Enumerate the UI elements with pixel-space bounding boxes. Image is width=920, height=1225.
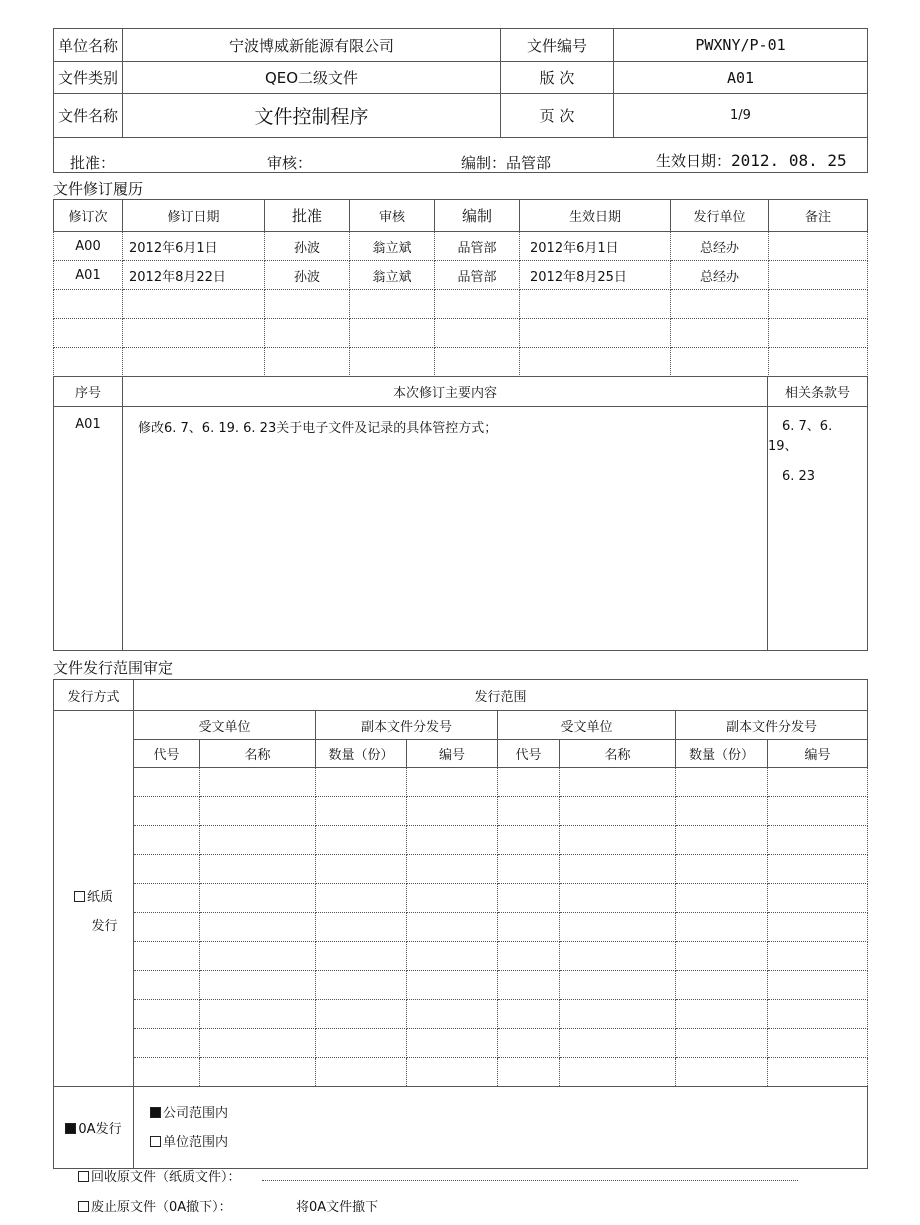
docno-value: PWXNY/P-01 [614, 29, 868, 62]
content-col-text: 本次修订主要内容 [123, 377, 768, 407]
rev-col-review: 审核 [350, 200, 435, 232]
page-label: 页 次 [501, 94, 614, 138]
paper-issue-cell [54, 711, 134, 1087]
rev-col-effective: 生效日期 [520, 200, 671, 232]
table-row [54, 884, 868, 913]
rev-cell: 翁立斌 [350, 232, 435, 261]
rev-cell: 孙波 [265, 261, 350, 290]
col-no: 编号 [768, 740, 868, 768]
copy-label-1: 副本文件分发号 [316, 711, 498, 740]
table-row [54, 826, 868, 855]
rev-cell: 总经办 [671, 232, 769, 261]
table-row [54, 855, 868, 884]
revision-table [53, 199, 868, 377]
table-row [54, 1029, 868, 1058]
receiver-label-1: 受文单位 [134, 711, 316, 740]
abolish-line [78, 1196, 232, 1215]
version-value: A01 [614, 62, 868, 94]
revision-content-table [53, 376, 868, 651]
rev-cell: A01 [54, 261, 123, 290]
recall-checkbox[interactable] [78, 1171, 89, 1182]
paper-label-1: 纸质 [86, 889, 113, 905]
rev-cell: 2012年8月25日 [520, 261, 671, 290]
rev-cell: 总经办 [671, 261, 769, 290]
oa-issue-cell [54, 1087, 134, 1169]
clause-line-1: 6. 7、6. [782, 419, 833, 434]
distribution-table [53, 679, 868, 1169]
revision-section-title: 文件修订履历 [53, 180, 144, 198]
content-col-no: 序号 [54, 377, 123, 407]
rev-cell: 品管部 [435, 232, 520, 261]
rev-cell: 2012年8月22日 [123, 261, 265, 290]
content-text: 修改6. 7、6. 19. 6. 23关于电子文件及记录的具体管控方式； [123, 407, 768, 651]
oa-option-2-label: 单位范围内 [163, 1134, 229, 1150]
rev-cell: 品管部 [435, 261, 520, 290]
col-qty: 数量（份） [316, 740, 407, 768]
version-label: 版 次 [501, 62, 614, 94]
paper-issue-line-1 [54, 883, 133, 912]
content-no: A01 [54, 407, 123, 651]
clause-line-2: 19、 [768, 439, 798, 454]
revision-header-row [54, 200, 868, 232]
recall-line [78, 1166, 241, 1185]
rev-col-issuer: 发行单位 [671, 200, 769, 232]
table-row [54, 261, 868, 290]
review-label: 审核： [267, 154, 313, 172]
table-row [54, 913, 868, 942]
page-value: 1/9 [614, 94, 868, 138]
effective-date [656, 150, 847, 171]
oa-option-unit[interactable] [150, 1128, 867, 1157]
recall-underline [262, 1180, 798, 1181]
name-label: 文件名称 [54, 94, 123, 138]
table-row [54, 290, 868, 319]
dist-scope-label: 发行范围 [134, 680, 868, 711]
col-code: 代号 [134, 740, 200, 768]
clause-line-3: 6. 23 [782, 469, 816, 484]
abolish-checkbox[interactable] [78, 1201, 89, 1212]
rev-cell: 2012年6月1日 [520, 232, 671, 261]
rev-col-approve: 批准 [265, 200, 350, 232]
paper-checkbox[interactable] [74, 891, 85, 902]
oa-option-1-label: 公司范围内 [163, 1105, 229, 1121]
table-row [54, 232, 868, 261]
col-name: 名称 [200, 740, 316, 768]
col-name: 名称 [560, 740, 676, 768]
rev-cell: 孙波 [265, 232, 350, 261]
signoff-row [54, 138, 868, 173]
distribution-section-title: 文件发行范围审定 [53, 659, 174, 677]
table-row [54, 1058, 868, 1087]
table-row [54, 319, 868, 348]
docno-label: 文件编号 [501, 29, 614, 62]
table-row [54, 942, 868, 971]
table-row [54, 768, 868, 797]
unit-label: 单位名称 [54, 29, 123, 62]
effective-value: 2012. 08. 25 [731, 151, 847, 170]
company-checkbox[interactable] [150, 1107, 161, 1118]
type-value: QEO二级文件 [123, 62, 501, 94]
table-row [54, 797, 868, 826]
dist-method-label: 发行方式 [54, 680, 134, 711]
oa-options [134, 1087, 868, 1169]
rev-cell: 翁立斌 [350, 261, 435, 290]
table-row [54, 1000, 868, 1029]
paper-label-2: 发行 [91, 918, 118, 934]
rev-col-date: 修订日期 [123, 200, 265, 232]
content-clause [768, 407, 868, 651]
effective-label: 生效日期： [656, 152, 732, 170]
unit-checkbox[interactable] [150, 1136, 161, 1147]
prepare-label: 编制：品管部 [461, 154, 552, 172]
rev-cell: 2012年6月1日 [123, 232, 265, 261]
receiver-label-2: 受文单位 [498, 711, 676, 740]
content-col-clause: 相关条款号 [768, 377, 868, 407]
oa-checkbox[interactable] [65, 1123, 76, 1134]
col-qty: 数量（份） [676, 740, 768, 768]
header-table [53, 28, 868, 173]
oa-label: 0A发行 [78, 1122, 122, 1137]
name-value: 文件控制程序 [123, 94, 501, 138]
rev-cell [769, 232, 868, 261]
abolish-label: 废止原文件（0A撤下）： [91, 1200, 232, 1215]
recall-label: 回收原文件（纸质文件）： [91, 1170, 241, 1185]
unit-value: 宁波博威新能源有限公司 [123, 29, 501, 62]
copy-label-2: 副本文件分发号 [676, 711, 868, 740]
table-row [54, 971, 868, 1000]
rev-col-no: 修订次 [54, 200, 123, 232]
rev-col-prepare: 编制 [435, 200, 520, 232]
rev-col-remark: 备注 [769, 200, 868, 232]
type-label: 文件类别 [54, 62, 123, 94]
oa-option-company[interactable] [150, 1099, 867, 1128]
rev-cell: A00 [54, 232, 123, 261]
table-row [54, 348, 868, 377]
col-code: 代号 [498, 740, 560, 768]
col-no: 编号 [407, 740, 498, 768]
abolish-value: 将0A文件撤下 [296, 1200, 379, 1215]
approve-label: 批准： [70, 154, 116, 172]
rev-cell [769, 261, 868, 290]
